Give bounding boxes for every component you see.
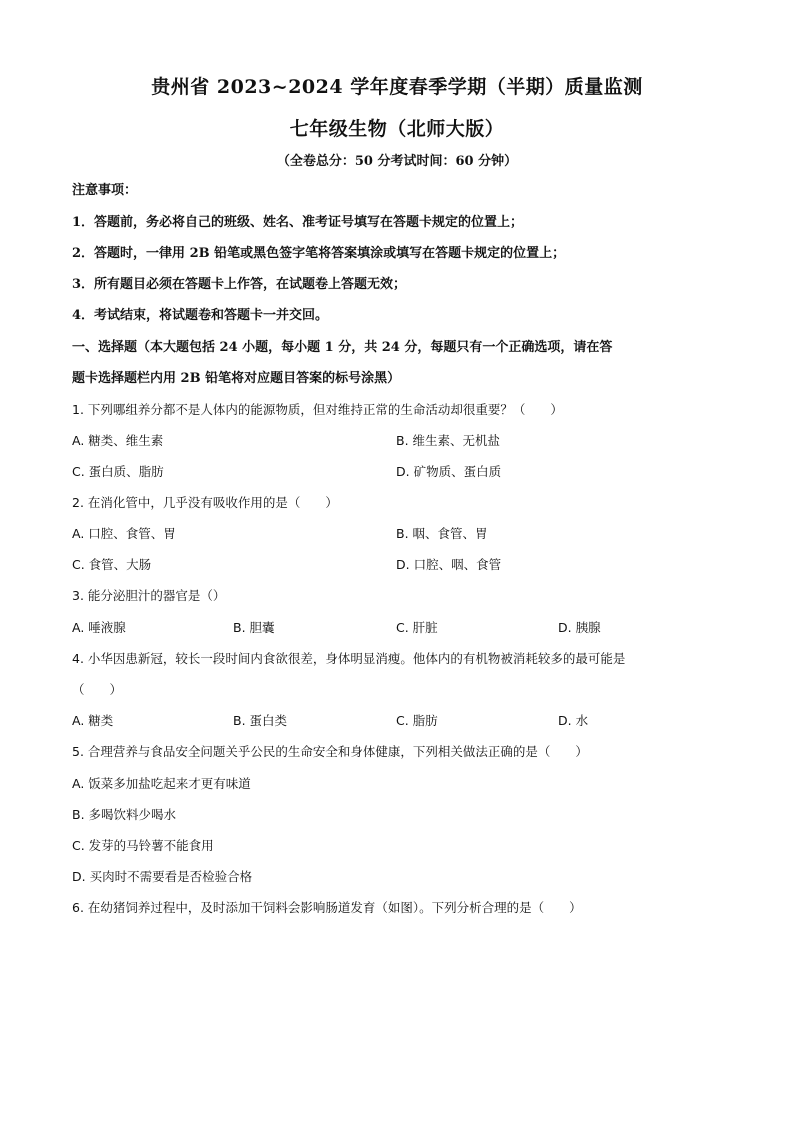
option-c: C. 脂肪	[396, 713, 438, 728]
option-c: C. 食管、大肠	[72, 557, 152, 572]
question-stem: 2. 在消化管中，几乎没有吸收作用的是（ ）	[72, 495, 338, 510]
section-heading: 一、选择题（本大题包括 24 小题，每小题 1 分，共 24 分，每题只有一个正确选项，请在答	[72, 340, 613, 355]
note-item: 1．答题前，务必将自己的班级、姓名、准考证号填写在答题卡规定的位置上；	[72, 215, 524, 230]
option-a: A. 饭菜多加盐吃起来才更有味道	[72, 776, 251, 791]
exam-subject-title: 七年级生物（北师大版）	[289, 118, 505, 140]
option-a: A. 唾液腺	[72, 620, 126, 635]
option-d: D. 矿物质、蛋白质	[396, 464, 502, 479]
option-d: D. 买肉时不需要看是否检验合格	[72, 869, 253, 884]
option-c: C. 蛋白质、脂肪	[72, 464, 164, 479]
option-a: A. 口腔、食管、胃	[72, 526, 176, 541]
option-b: B. 咽、食管、胃	[396, 526, 488, 541]
note-item: 4．考试结束，将试题卷和答题卡一并交回。	[72, 308, 329, 323]
option-d: D. 水	[558, 713, 589, 728]
score-time-info: （全卷总分：50 分考试时间：60 分钟）	[276, 154, 518, 169]
option-d: D. 胰腺	[558, 620, 601, 635]
question-stem-cont: （ ）	[72, 682, 123, 697]
question-stem: 4. 小华因患新冠，较长一段时间内食欲很差，身体明显消瘦。他体内的有机物被消耗较多的最可能是	[72, 651, 626, 666]
question-stem: 5. 合理营养与食品安全问题关乎公民的生命安全和身体健康，下列相关做法正确的是（ ）	[72, 744, 588, 759]
option-c: C. 发芽的马铃薯不能食用	[72, 838, 214, 853]
option-b: B. 蛋白类	[233, 713, 288, 728]
option-a: A. 糖类	[72, 713, 114, 728]
option-b: B. 胆囊	[233, 620, 275, 635]
question-stem: 6. 在幼猪饲养过程中，及时添加干饲料会影响肠道发育（如图）。下列分析合理的是（ ）	[72, 900, 582, 915]
option-b: B. 多喝饮料少喝水	[72, 807, 177, 822]
note-item: 2．答题时，一律用 2B 铅笔或黑色签字笔将答案填涂或填写在答题卡规定的位置上；	[72, 246, 566, 261]
option-b: B. 维生素、无机盐	[396, 433, 501, 448]
option-a: A. 糖类、维生素	[72, 433, 164, 448]
question-stem: 3. 能分泌胆汁的器官是（）	[72, 588, 226, 603]
notes-heading: 注意事项：	[72, 183, 138, 198]
section-heading-cont: 题卡选择题栏内用 2B 铅笔将对应题目答案的标号涂黑）	[72, 371, 401, 386]
option-d: D. 口腔、咽、食管	[396, 557, 502, 572]
question-stem: 1. 下列哪组养分都不是人体内的能源物质，但对维持正常的生命活动却很重要？（ ）	[72, 402, 563, 417]
note-item: 3．所有题目必须在答题卡上作答，在试题卷上答题无效；	[72, 277, 407, 292]
option-c: C. 肝脏	[396, 620, 438, 635]
exam-title: 贵州省 2023~2024 学年度春季学期（半期）质量监测	[151, 76, 643, 98]
